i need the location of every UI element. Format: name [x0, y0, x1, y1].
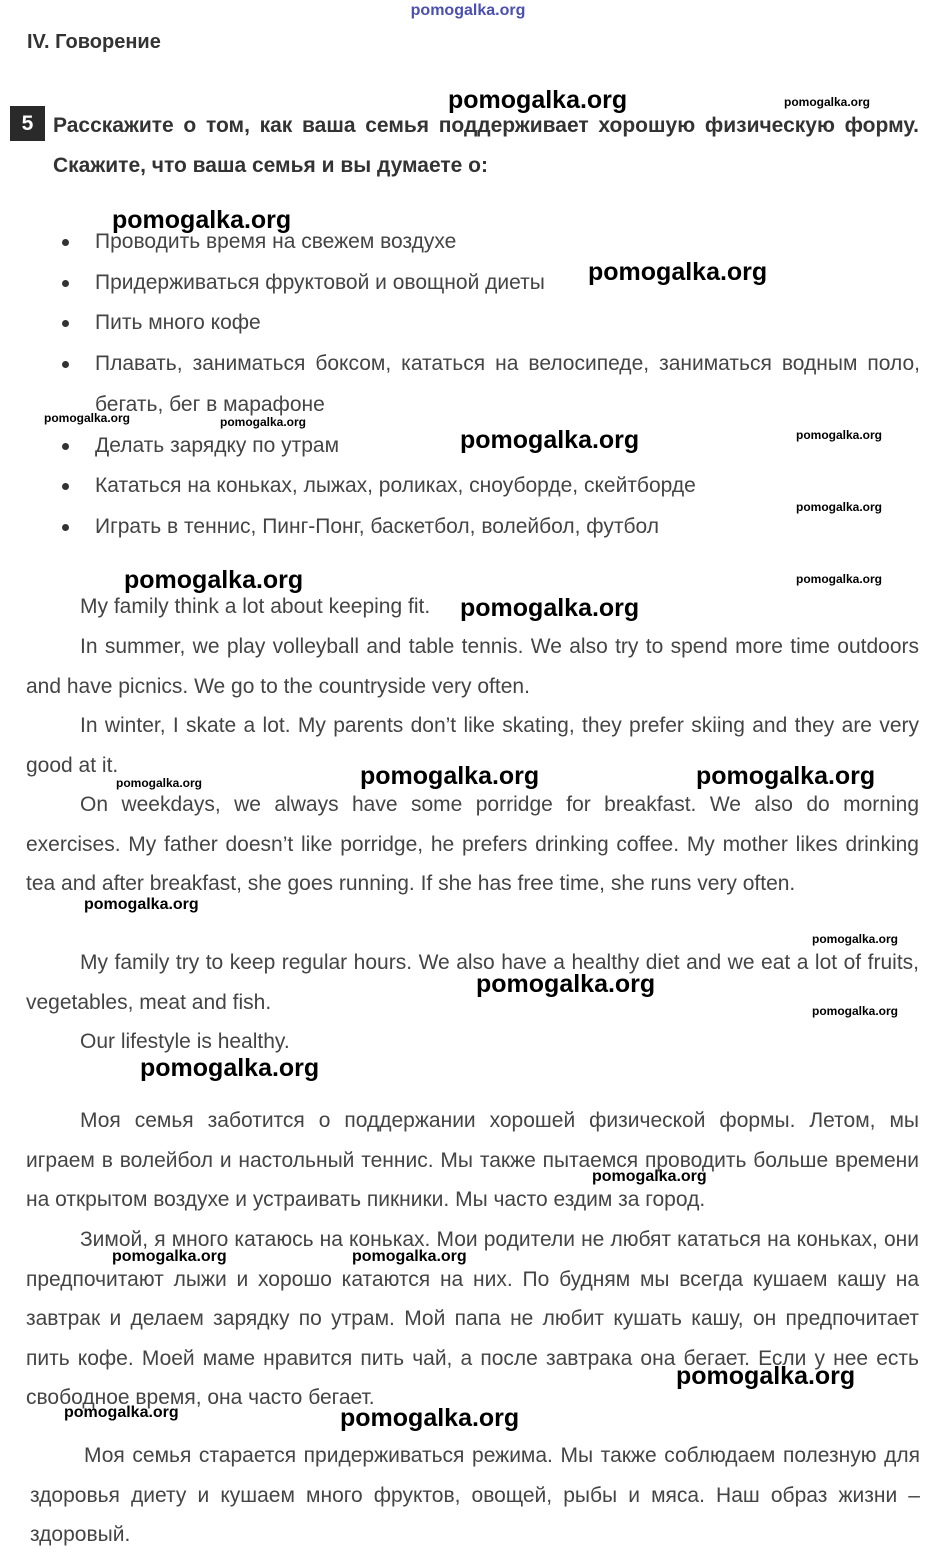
english-paragraph: My family try to keep regular hours. We also have a healthy diet and we eat a lot of fruits, vegetables, meat and fish. — [26, 951, 919, 1014]
watermark: pomogalka.org — [352, 1248, 467, 1265]
bullet-item: Плавать, заниматься боксом, кататься на велосипеде, заниматься водным поло, бегать, бег в марафоне — [60, 344, 920, 425]
watermark: pomogalka.org — [84, 896, 199, 913]
watermark-top: pomogalka.org — [410, 2, 526, 19]
watermark: pomogalka.org — [460, 426, 640, 454]
bullet-item: Делать зарядку по утрам — [60, 426, 920, 467]
watermark: pomogalka.org — [676, 1362, 856, 1390]
watermark: pomogalka.org — [784, 95, 871, 109]
english-paragraph: Our lifestyle is healthy. — [80, 1030, 290, 1053]
watermark: pomogalka.org — [116, 776, 203, 790]
watermark: pomogalka.org — [448, 86, 628, 114]
bullet-item: Проводить время на свежем воздухе — [60, 222, 920, 263]
bullet-item: Играть в теннис, Пинг-Понг, баскетбол, волейбол, футбол — [60, 507, 920, 548]
russian-paragraph: Моя семья старается придерживаться режима. Мы также соблюдаем полезную для здоровья диету и кушаем много фруктов, овощей, рыбы и мяса. Наш образ жизни – здоровый. — [30, 1444, 920, 1546]
watermark: pomogalka.org — [64, 1404, 179, 1421]
watermark: pomogalka.org — [696, 762, 876, 790]
section-heading: IV. Говорение — [27, 31, 161, 53]
bullet-list — [60, 222, 920, 548]
watermark: pomogalka.org — [796, 572, 883, 586]
bullet-item: Кататься на коньках, лыжах, роликах, сноуборде, скейтборде — [60, 466, 920, 507]
english-paragraph: In summer, we play volleyball and table tennis. We also try to spend more time outdoors and have picnics. We go to the countryside very often. — [26, 635, 919, 698]
watermark: pomogalka.org — [340, 1404, 520, 1432]
russian-paragraph: Зимой, я много катаюсь на коньках. Мои родители не любят кататься на коньках, они предпочитают лыжи и хорошо катаются на них. По будням мы всегда кушаем кашу на завтрак и делаем зарядку по утрам. Мой папа не любит кушать кашу, он предпочитает пить кофе. Моей маме нравится пить чай, а после завтрака она бегает. Если у нее есть свободное время, она часто бегает. — [26, 1228, 919, 1409]
bullet-item: Пить много кофе — [60, 303, 920, 344]
watermark: pomogalka.org — [460, 594, 640, 622]
watermark: pomogalka.org — [812, 932, 899, 946]
task-instruction: Расскажите о том, как ваша семья поддерживает хорошую физическую форму. Скажите, что ваша семья и вы думаете о: — [53, 114, 919, 177]
watermark: pomogalka.org — [140, 1054, 320, 1082]
watermark: pomogalka.org — [124, 566, 304, 594]
english-paragraph: On weekdays, we always have some porridge for breakfast. We also do morning exercises. My father doesn’t like porridge, he prefers drinking coffee. My mother likes drinking tea and after breakfast, she goes running. If she has free time, she runs very often. — [26, 793, 919, 895]
watermark: pomogalka.org — [796, 428, 883, 442]
watermark: pomogalka.org — [812, 1004, 899, 1018]
english-paragraph: My family think a lot about keeping fit. — [80, 595, 431, 618]
english-paragraph: In winter, I skate a lot. My parents don’t like skating, they prefer skiing and they are very good at it. — [26, 714, 919, 777]
watermark: pomogalka.org — [476, 970, 656, 998]
watermark: pomogalka.org — [112, 1248, 227, 1265]
task-number-badge: 5 — [10, 106, 45, 141]
watermark: pomogalka.org — [796, 500, 883, 514]
watermark: pomogalka.org — [44, 411, 131, 425]
watermark: pomogalka.org — [592, 1168, 707, 1185]
watermark: pomogalka.org — [360, 762, 540, 790]
russian-paragraph: Моя семья заботится о поддержании хорошей физической формы. Летом, мы играем в волейбол и настольный теннис. Мы также пытаемся проводить больше времени на открытом воздухе и устраивать пикники. Мы часто ездим за город. — [26, 1109, 919, 1211]
bullet-item: Придерживаться фруктовой и овощной диеты — [60, 263, 920, 304]
watermark: pomogalka.org — [588, 258, 768, 286]
watermark: pomogalka.org — [112, 206, 292, 234]
watermark: pomogalka.org — [220, 415, 307, 429]
